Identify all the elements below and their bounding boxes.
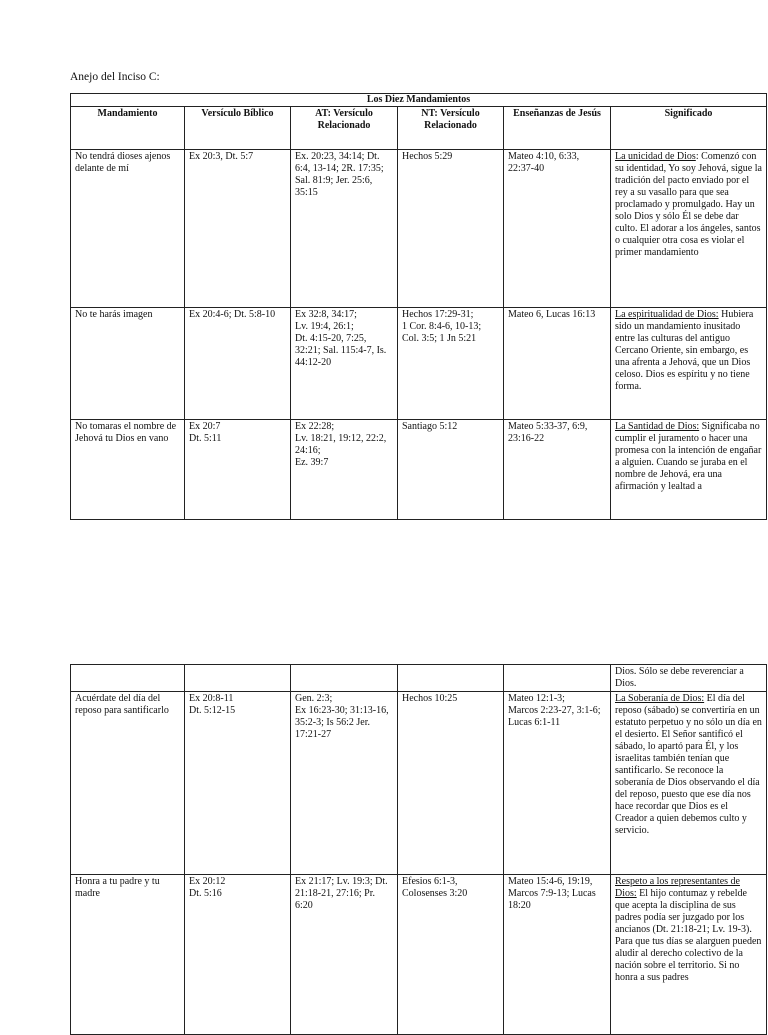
significado-text: El hijo contumaz y rebelde que acepta la disciplina de sus padres podía ser juzgado por los ancianos (Dt. 21:18-21; Lv. 19-3). Para que tus días se alarguen pueden aludir al derecho colectivo de la nación sobre el territorio. Si no honra a sus padres <box>615 888 762 983</box>
cell-mandamiento: Honra a tu padre y tu madre <box>71 875 185 1035</box>
continuation-text: Dios. Sólo se debe reverenciar a Dios. <box>611 665 767 692</box>
cell-significado <box>611 308 767 420</box>
significado-title: La Soberanía de Dios: <box>615 693 705 704</box>
cell-at: Ex 32:8, 34:17; Lv. 19:4, 26:1; Dt. 4:15-20, 7:25, 32:21; Sal. 115:4-7, Is. 44:12-20 <box>291 308 398 420</box>
cell-versiculo: Ex 20:3, Dt. 5:7 <box>185 150 291 308</box>
significado-title: La unicidad de Dios <box>615 151 696 162</box>
cell-mandamiento: No tomaras el nombre de Jehová tu Dios en vano <box>71 420 185 520</box>
column-header-ensenanzas: Enseñanzas de Jesús <box>504 107 611 150</box>
table-row <box>71 420 767 520</box>
column-header-significado: Significado <box>611 107 767 150</box>
column-header-at: AT: Versículo Relacionado <box>291 107 398 150</box>
table-row <box>71 308 767 420</box>
cell-nt: Hechos 10:25 <box>398 692 504 875</box>
table-title: Los Diez Mandamientos <box>71 94 767 107</box>
cell-versiculo: Ex 20:7 Dt. 5:11 <box>185 420 291 520</box>
cell-mandamiento: No te harás imagen <box>71 308 185 420</box>
cell-nt: Hechos 17:29-31; 1 Cor. 8:4-6, 10-13; Col. 3:5; 1 Jn 5:21 <box>398 308 504 420</box>
cell-versiculo: Ex 20:8-11 Dt. 5:12-15 <box>185 692 291 875</box>
significado-title: La Santidad de Dios: <box>615 421 700 432</box>
commandments-table-continued <box>70 664 767 1035</box>
cell-ensenanzas: Mateo 4:10, 6:33, 22:37-40 <box>504 150 611 308</box>
table-row <box>71 150 767 308</box>
cell-nt: Santiago 5:12 <box>398 420 504 520</box>
commandments-table <box>70 93 767 520</box>
table-row <box>71 875 767 1035</box>
continuation-row <box>71 665 767 692</box>
cell-ensenanzas: Mateo 12:1-3; Marcos 2:23-27, 3:1-6; Lucas 6:1-11 <box>504 692 611 875</box>
significado-text: Comenzó con su identidad, Yo soy Jehová, sigue la tradición del pacto enviado por el rey a su vasallo para que sea proclamado y promulgado. Hay un solo Dios y sólo Él se debe dar culto. El adorar a los ángeles, santos o cualquier otra cosa es violar el primer mandamiento <box>615 151 762 258</box>
column-header-nt: NT: Versículo Relacionado <box>398 107 504 150</box>
table-row <box>71 692 767 875</box>
cell-versiculo: Ex 20:4-6; Dt. 5:8-10 <box>185 308 291 420</box>
cell-at: Ex 22:28; Lv. 18:21, 19:12, 22:2, 24:16; Ez. 39:7 <box>291 420 398 520</box>
cell-at: Gen. 2:3; Ex 16:23-30; 31:13-16, 35:2-3; Is 56:2 Jer. 17:21-27 <box>291 692 398 875</box>
cell-ensenanzas: Mateo 5:33-37, 6:9, 23:16-22 <box>504 420 611 520</box>
cell-ensenanzas: Mateo 6, Lucas 16:13 <box>504 308 611 420</box>
significado-title: La espiritualidad de Dios: <box>615 309 719 320</box>
cell-mandamiento: Acuérdate del día del reposo para santificarlo <box>71 692 185 875</box>
cell-at: Ex. 20:23, 34:14; Dt. 6:4, 13-14; 2R. 17:35; Sal. 81:9; Jer. 25:6, 35:15 <box>291 150 398 308</box>
cell-at: Ex 21:17; Lv. 19:3; Dt. 21:18-21, 27:16; Pr. 6:20 <box>291 875 398 1035</box>
header-row <box>71 107 767 150</box>
cell-nt: Hechos 5:29 <box>398 150 504 308</box>
column-header-mandamiento: Mandamiento <box>71 107 185 150</box>
cell-versiculo: Ex 20:12 Dt. 5:16 <box>185 875 291 1035</box>
significado-text: Significaba no cumplir el juramento o hacer una promesa con la intención de engañar a alguien. Cuando se juraba en el nombre de Jehová, era una afirmación y lealtad a <box>615 421 762 492</box>
cell-mandamiento: No tendrá dioses ajenos delante de mí <box>71 150 185 308</box>
significado-title: Respeto a los representantes de Dios: <box>615 876 740 899</box>
cell-significado <box>611 875 767 1035</box>
column-header-versiculo: Versículo Bíblico <box>185 107 291 150</box>
page-heading: Anejo del Inciso C: <box>70 71 160 83</box>
cell-ensenanzas: Mateo 15:4-6, 19:19, Marcos 7:9-13; Lucas 18:20 <box>504 875 611 1035</box>
significado-text: El día del reposo (sábado) se convertiría en un estatuto perpetuo y no sólo un día en el desierto. El Señor santificó el sábado, lo apartó para Él, y los israelitas también tenían que santificarlo. Se reconoce la soberanía de Dios observando el día del reposo, puesto que ese día nos hace recordar que Dios es el Creador a quien debemos culto y servicio. <box>615 693 762 836</box>
cell-nt: Efesios 6:1-3, Colosenses 3:20 <box>398 875 504 1035</box>
cell-significado <box>611 692 767 875</box>
cell-significado <box>611 420 767 520</box>
significado-text: Hubiera sido un mandamiento inusitado entre las culturas del antiguo Cercano Oriente, sin embargo, es una afrenta a Jehová, que un Dios celoso. Dios es espíritu y no tiene forma. <box>615 309 754 392</box>
cell-significado: La unicidad de Dios: Comenzó con su identidad, Yo soy Jehová, sigue la tradición del pacto enviado por el rey a su vasallo para que sea proclamado y promulgado. Hay un solo Dios y sólo Él se debe dar culto. El adorar a los ángeles, santos o cualquier otra cosa es violar el primer mandamiento <box>611 150 767 308</box>
